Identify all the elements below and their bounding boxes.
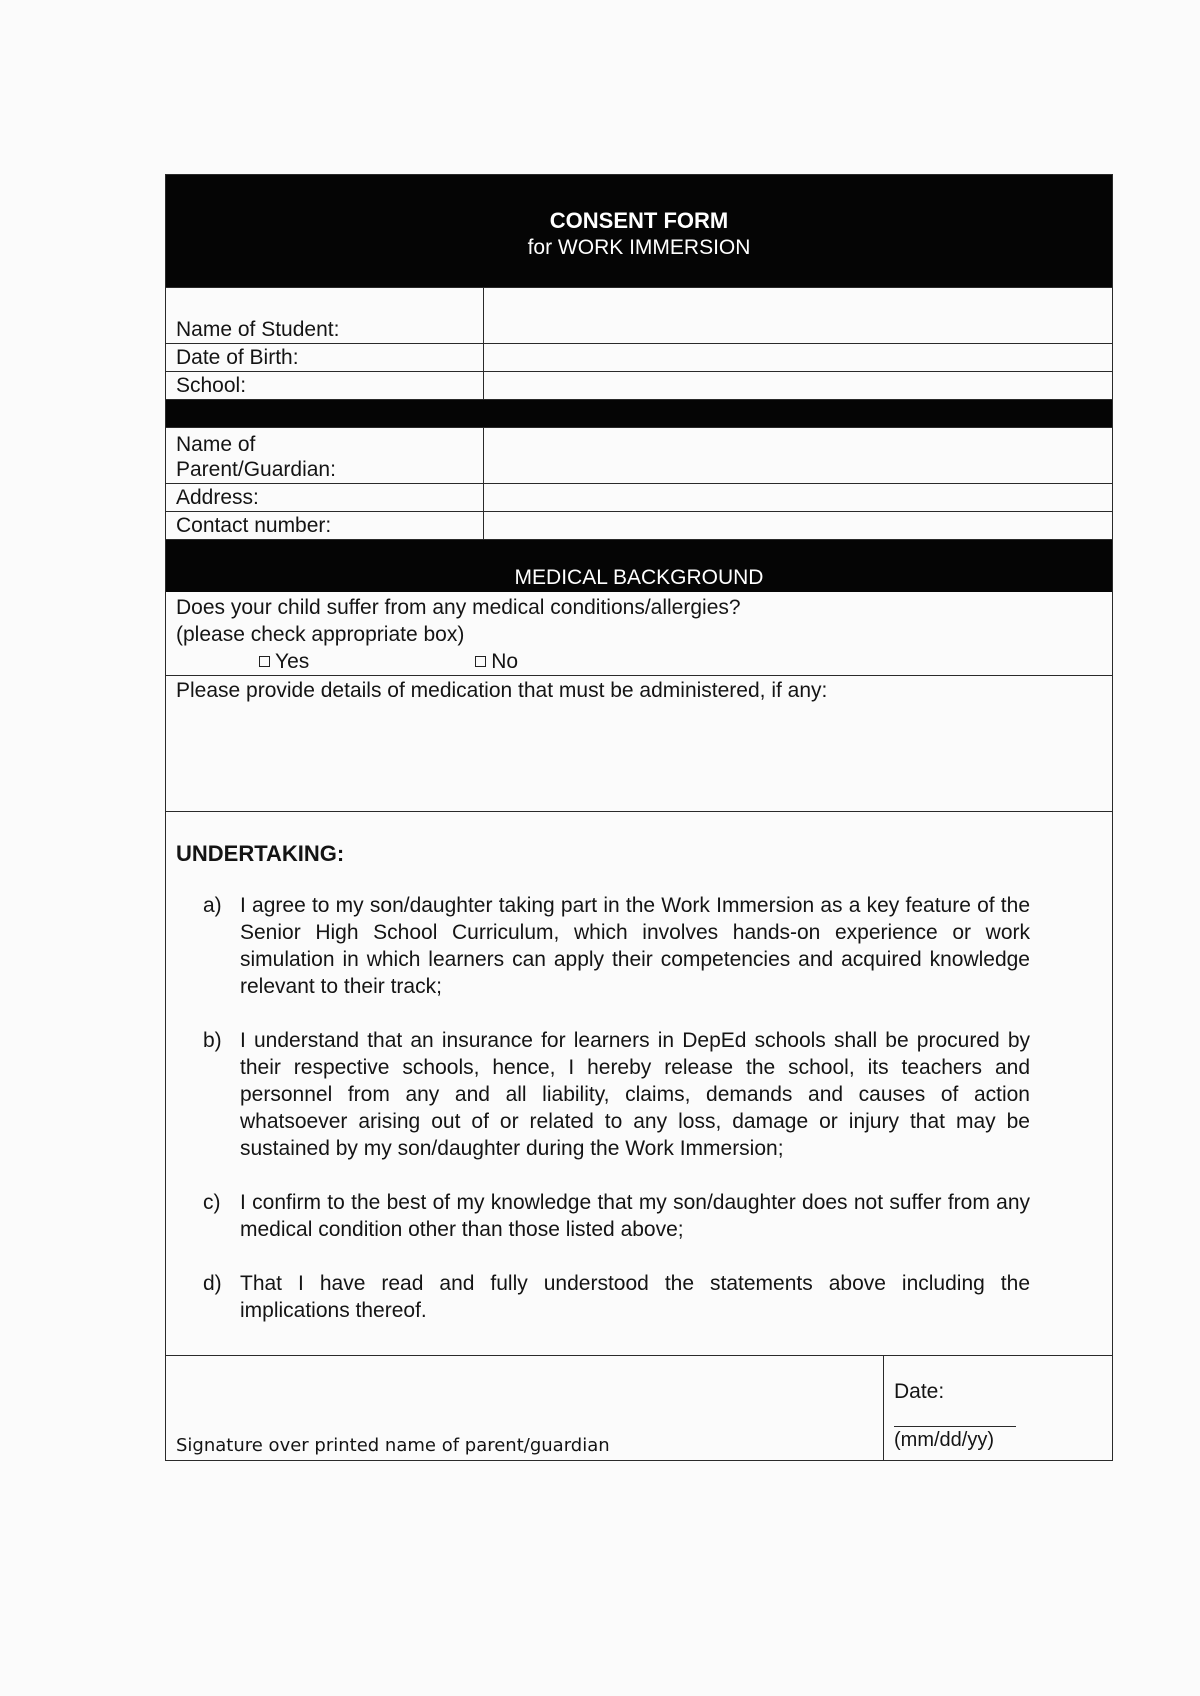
yes-option[interactable] bbox=[259, 648, 309, 675]
form-title: CONSENT FORM bbox=[549, 208, 729, 233]
item-text: I confirm to the best of my knowledge that my son/daughter does not suffer from any medical condition other than those listed above; bbox=[240, 1191, 1030, 1241]
title-band bbox=[166, 175, 1112, 287]
guardian-name-label bbox=[166, 428, 484, 483]
form-subtitle: for WORK IMMERSION bbox=[527, 236, 751, 259]
medical-instruction: (please check appropriate box) bbox=[176, 623, 465, 646]
guardian-name-label-line2: Parent/Guardian: bbox=[176, 458, 336, 481]
item-text: I agree to my son/daughter taking part in the Work Immersion as a key feature of the Senior High School Curriculum, which involves hands-on experience or work simulation in which learners can apply their competencies and acquired knowledge relevant to their track; bbox=[240, 894, 1030, 998]
undertaking-heading: UNDERTAKING: bbox=[176, 841, 345, 866]
address-field[interactable] bbox=[484, 484, 1112, 511]
medical-question: Does your child suffer from any medical conditions/allergies? bbox=[176, 596, 741, 619]
undertaking-section bbox=[166, 811, 1112, 1355]
medical-background-heading: MEDICAL BACKGROUND bbox=[166, 539, 1112, 592]
medication-details-label: Please provide details of medication that must be administered, if any: bbox=[176, 679, 828, 702]
date-label: Date: bbox=[894, 1380, 945, 1403]
item-marker: a) bbox=[203, 894, 222, 917]
address-row bbox=[166, 483, 1112, 511]
item-marker: d) bbox=[203, 1272, 222, 1295]
contact-number-row bbox=[166, 511, 1112, 539]
consent-form bbox=[165, 174, 1113, 1461]
school-row bbox=[166, 371, 1112, 399]
school-label: School: bbox=[166, 372, 484, 399]
date-of-birth-field[interactable] bbox=[484, 344, 1112, 371]
medical-checkboxes bbox=[176, 648, 1102, 675]
date-cell bbox=[884, 1356, 1112, 1460]
item-marker: b) bbox=[203, 1029, 222, 1052]
medical-question-block bbox=[166, 592, 1112, 675]
no-checkbox[interactable] bbox=[475, 656, 486, 667]
date-field[interactable] bbox=[894, 1416, 1016, 1427]
no-label: No bbox=[491, 650, 519, 673]
signature-label: Signature over printed name of parent/guardian bbox=[176, 1435, 610, 1456]
medication-details-block[interactable] bbox=[166, 675, 1112, 811]
undertaking-item bbox=[203, 1189, 1102, 1243]
contact-number-field[interactable] bbox=[484, 512, 1112, 539]
date-of-birth-row bbox=[166, 343, 1112, 371]
student-name-field[interactable] bbox=[484, 288, 1112, 343]
guardian-name-field[interactable] bbox=[484, 428, 1112, 483]
date-format-hint: (mm/dd/yy) bbox=[894, 1429, 994, 1451]
undertaking-item bbox=[203, 1027, 1102, 1162]
student-name-row bbox=[166, 287, 1112, 343]
yes-label: Yes bbox=[275, 650, 310, 673]
item-text: I understand that an insurance for learners in DepEd schools shall be procured by their respective schools, hence, I hereby release the school, its teachers and personnel from any and all liability, claims, demands and causes of action whatsoever arising out of or related to any loss, damage or injury that may be sustained by my son/daughter during the Work Immersion; bbox=[240, 1029, 1030, 1160]
no-option[interactable] bbox=[475, 648, 518, 675]
signature-field[interactable] bbox=[166, 1356, 884, 1460]
guardian-name-row bbox=[166, 427, 1112, 483]
address-label: Address: bbox=[166, 484, 484, 511]
item-text: That I have read and fully understood the statements above including the implications thereof. bbox=[240, 1272, 1030, 1322]
guardian-name-label-line1: Name of bbox=[176, 433, 256, 456]
item-marker: c) bbox=[203, 1191, 221, 1214]
student-name-label: Name of Student: bbox=[166, 288, 484, 343]
yes-checkbox[interactable] bbox=[259, 656, 270, 667]
signature-row bbox=[166, 1355, 1112, 1460]
undertaking-item bbox=[203, 892, 1102, 1000]
school-field[interactable] bbox=[484, 372, 1112, 399]
contact-number-label: Contact number: bbox=[166, 512, 484, 539]
section-divider-bar bbox=[166, 399, 1112, 427]
date-of-birth-label: Date of Birth: bbox=[166, 344, 484, 371]
undertaking-item bbox=[203, 1270, 1102, 1324]
